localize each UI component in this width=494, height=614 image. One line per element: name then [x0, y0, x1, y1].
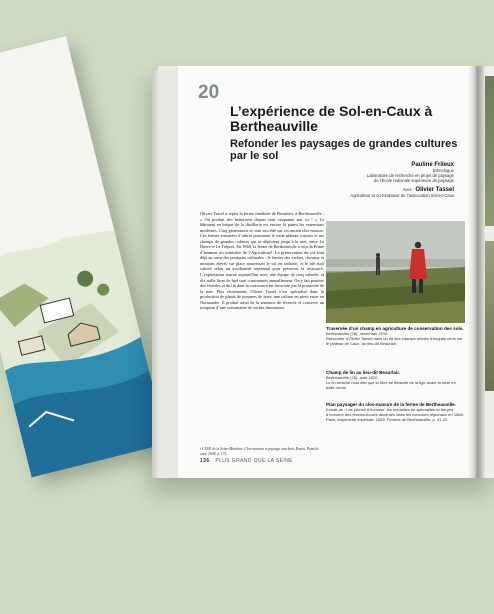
caption-2: [326, 370, 465, 390]
author-line: Laboratoire de recherche en projet de paysage: [366, 173, 454, 178]
caption-title: Champ de lin au lieu-dit Beaurlair.: [326, 370, 401, 375]
caption-line: Bertheauville (76), août 2020.: [326, 375, 379, 381]
chapter-number: 20: [198, 82, 220, 103]
caption-line: Bertheauville (76), novembre 2019.: [326, 331, 389, 337]
tilted-brochure: [0, 36, 167, 477]
magazine-spine: [467, 66, 485, 478]
right-page-sliver: [485, 66, 494, 478]
author-line: Agriculteur et co-fondateur de l’association Sol-en-Caux: [350, 193, 454, 198]
author-prefix: Avec :: [402, 187, 415, 192]
author-block-1: [367, 163, 454, 183]
caption-line: Rencontre d’Olivier Tassel dans un de ses champs semés d’engrais verts sur le plateau de Caux, au lieu-dit Beaurlair.: [326, 336, 463, 347]
author-line: de l’École nationale supérieure de paysage: [373, 178, 454, 183]
author-line: Ethnologue: [432, 168, 454, 173]
right-page-photo: [485, 76, 494, 226]
article-title: L’expérience de Sol-en-Caux à Bertheauville: [230, 103, 433, 134]
article-body: Olivier Tassel a repris la ferme familiale de Beaurlair, à Bertheauville : « On produit des betteraves depuis cent cinquante ans ici ! » Le bâtiment en brique de la distillerie est encore là parmi les extensions modernes. Cinq générations se sont succédé sur cet ancien clos-masure. Ces fermes entourées d’arbres ponctuent le vaste plateau crayeux et ses champs de grandes cultures qui se déploient jusqu’à la mer, entre Le Havre et Le Tréport. En 1868, la ferme de Bertheauville a reçu la Prime d’honneur du ministère de l’Agriculture¹. La préservation du sol était déjà au cœur des pratiques culturales : le fumier des vaches, chevaux et moutons élevés sur place nourrissait le sol en carbone, et le blé était cultivé selon un assolement septennal pour préserver la ressource. L’exploitation tourne aujourd’hui avec une équipe de cinq salariés, et dix mille litres de fuel sont consommés annuellement. On y fait pousser des céréales et du lin dont la croissance est favorisée par la proximité de la mer. Plus récemment, Olivier Tassel s’est spécialisé dans la production de plants de pommes de terre, une culture en plein essor en Normandie. Il produit aussi de la semence de féverole et conserve un troupeau d’une soixantaine de vaches limousines.: [200, 211, 324, 311]
caption-line: Le lin arraché rouit afin que la fibre se détache de la tige avant la mise en balle ronde.: [326, 380, 456, 391]
page-number: 136: [200, 458, 210, 464]
right-page-photo: [485, 241, 494, 391]
page-margin-band: [158, 66, 178, 478]
field-photo: [326, 221, 465, 323]
footnote: ¹ CAUE de la Seine-Maritime, Clos-masures et paysage cauchois, Rouen, Point de vues, 2008, p. 175.: [200, 447, 319, 456]
running-title: PLUS GRAND QUE LA SEINE: [215, 458, 293, 464]
brochure-illustration: [0, 191, 167, 477]
caption-line: Extrait de : Les primes d’honneur, les médailles de spécialités et les prix d’honneur des fermes-écoles décernés dans les concours régionaux en 1868, Paris, Imprimerie impériale, 1869, Fermes de Bertheauville, p. 41-42.: [326, 407, 464, 423]
caption-title: Plan paysager du clos-masure de la ferme de Bertheauville.: [326, 402, 456, 407]
open-magazine: [158, 66, 494, 478]
caption-1: [326, 326, 465, 346]
page-folio: [200, 458, 293, 464]
author-name: Pauline Frileux: [411, 162, 454, 168]
field-photo-illustration: [326, 221, 465, 323]
article-subtitle: Refonder les paysages de grandes cultures par le sol: [230, 138, 458, 162]
caption-title: Traversée d’un champ en agriculture de conservation des sols.: [326, 326, 464, 331]
author-block-2: [350, 187, 454, 198]
author-name: Olivier Tassel: [415, 187, 454, 193]
caption-3: [326, 402, 465, 422]
